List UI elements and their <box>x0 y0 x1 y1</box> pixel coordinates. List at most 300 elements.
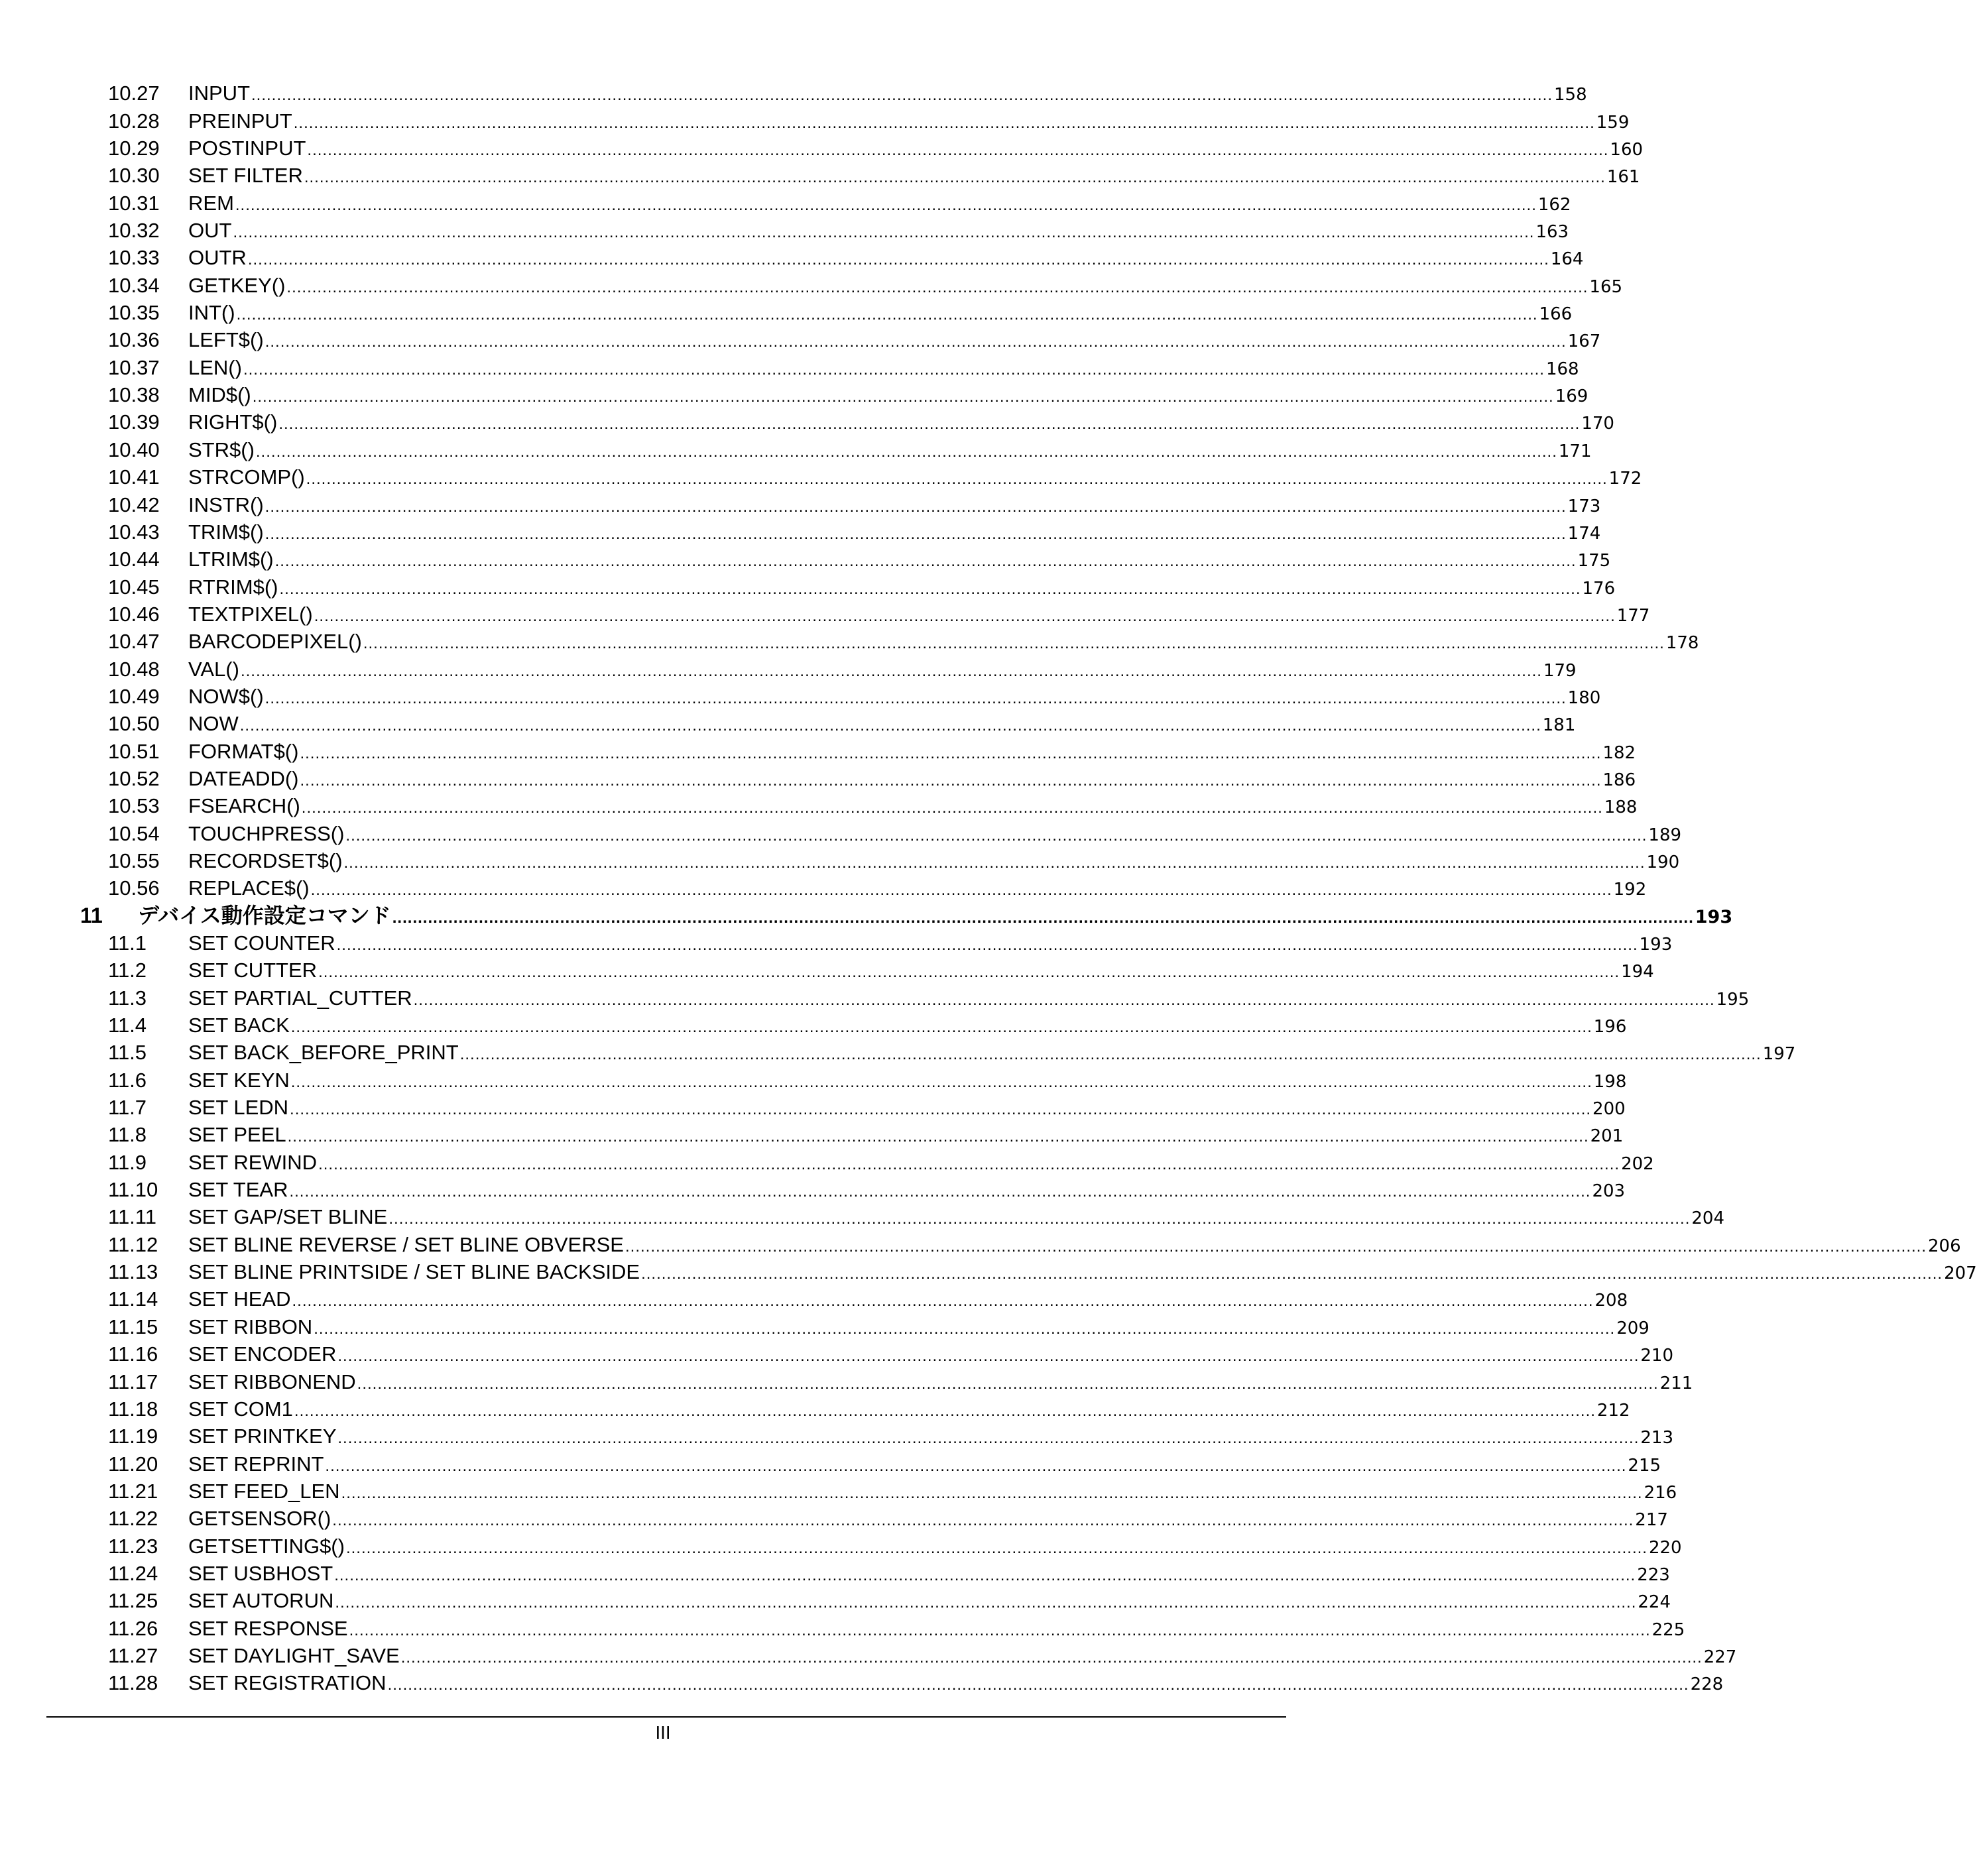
toc-entry-number: 11.17 <box>108 1370 158 1393</box>
dot-leader: ................................................................................................................................................................................................................................................................ <box>252 388 1554 406</box>
toc-entry-line <box>188 328 1601 352</box>
toc-row[interactable] <box>0 1039 1796 1067</box>
toc-entry-title: LEFT$() <box>188 328 264 352</box>
toc-entry-page: 198 <box>1593 1071 1627 1092</box>
toc-entry-page: 167 <box>1567 331 1601 352</box>
toc-row[interactable] <box>0 327 1601 354</box>
toc-entry-line <box>188 1315 1649 1338</box>
dot-leader: ................................................................................................................................................................................................................................................................ <box>300 744 1602 762</box>
toc-row[interactable] <box>0 354 1579 381</box>
toc-entry-line <box>188 465 1642 489</box>
toc-entry-line <box>188 1205 1724 1229</box>
toc-row[interactable] <box>0 711 1576 738</box>
toc-row[interactable] <box>0 628 1699 656</box>
toc-entry-line <box>188 931 1673 955</box>
toc-entry-line <box>188 1397 1630 1421</box>
toc-row[interactable] <box>0 1670 1724 1697</box>
dot-leader: ................................................................................................................................................................................................................................................................ <box>278 415 1581 434</box>
toc-entry-number: 10.51 <box>108 739 160 763</box>
toc-entry-line <box>188 1260 1977 1284</box>
toc-entry-line <box>188 1370 1693 1393</box>
toc-entry-line <box>188 1123 1624 1147</box>
toc-row[interactable] <box>0 519 1601 546</box>
toc-entry-number: 10.52 <box>108 766 160 790</box>
toc-entry-title: SET COM1 <box>188 1397 293 1421</box>
toc-entry-line <box>188 548 1611 571</box>
toc-entry-number: 11.20 <box>108 1452 158 1476</box>
toc-row[interactable] <box>0 1643 1737 1670</box>
toc-row[interactable] <box>0 820 1682 847</box>
dot-leader: ................................................................................................................................................................................................................................................................ <box>290 1073 1592 1091</box>
dot-leader: ................................................................................................................................................................................................................................................................ <box>337 1347 1640 1366</box>
toc-entry-title: POSTINPUT <box>188 137 306 160</box>
toc-entry-line <box>188 739 1636 763</box>
toc-entry-number: 11.1 <box>108 931 147 955</box>
dot-leader: ................................................................................................................................................................................................................................................................ <box>335 1594 1637 1612</box>
toc-row[interactable] <box>0 1122 1624 1149</box>
toc-entry-title: REPLACE$() <box>188 876 310 900</box>
dot-leader: ................................................................................................................................................................................................................................................................ <box>279 579 1581 598</box>
toc-entry-number: 10.46 <box>108 602 160 626</box>
dot-leader: ................................................................................................................................................................................................................................................................ <box>300 771 1602 790</box>
toc-row[interactable] <box>0 1204 1724 1231</box>
toc-entry-page: 228 <box>1690 1674 1724 1695</box>
toc-entry-page: 220 <box>1648 1537 1682 1558</box>
toc-chapter-row[interactable] <box>0 902 1733 929</box>
toc-entry-page: 186 <box>1602 770 1636 790</box>
toc-entry-page: 188 <box>1604 797 1638 818</box>
toc-entry-number: 11.26 <box>108 1616 158 1640</box>
toc-entry-line <box>188 1232 1961 1256</box>
toc-entry-number: 10.53 <box>108 794 160 818</box>
toc-row[interactable] <box>0 80 1587 107</box>
dot-leader: ................................................................................................................................................................................................................................................................ <box>459 1045 1762 1064</box>
toc-entry-number: 10.47 <box>108 630 160 654</box>
toc-row[interactable] <box>0 601 1650 628</box>
dot-leader: ................................................................................................................................................................................................................................................................ <box>240 662 1542 680</box>
toc-entry-line <box>188 137 1644 160</box>
toc-entry-page: 227 <box>1703 1647 1737 1667</box>
toc-row[interactable] <box>0 1012 1627 1039</box>
toc-entry-page: 162 <box>1537 194 1571 215</box>
toc-row[interactable] <box>0 1259 1977 1286</box>
toc-entry-title: FSEARCH() <box>188 794 300 818</box>
toc-entry-page: 177 <box>1616 605 1650 626</box>
dot-leader: ................................................................................................................................................................................................................................................................ <box>255 442 1557 461</box>
toc-entry-number: 10.36 <box>108 328 160 352</box>
toc-row[interactable] <box>0 135 1644 162</box>
toc-entry-page: 210 <box>1640 1346 1673 1366</box>
toc-entry-title: SET LEDN <box>188 1096 289 1120</box>
toc-entry-number: 10.39 <box>108 410 160 434</box>
toc-entry-title: GETSENSOR() <box>188 1507 331 1531</box>
toc-entry-line <box>188 712 1576 736</box>
toc-entry-page: 215 <box>1628 1455 1661 1476</box>
toc-entry-number: 10.41 <box>108 465 160 489</box>
toc-entry-line <box>188 657 1577 681</box>
toc-entry-number: 10.27 <box>108 82 160 105</box>
toc-entry-number: 11.14 <box>108 1287 158 1311</box>
dot-leader: ................................................................................................................................................................................................................................................................ <box>389 1210 1691 1228</box>
toc-entry-page: 201 <box>1590 1126 1624 1147</box>
toc-row[interactable] <box>0 1396 1630 1423</box>
toc-row[interactable] <box>0 272 1623 299</box>
toc-entry-page: 207 <box>1944 1263 1977 1284</box>
toc-entry-page: 213 <box>1640 1428 1674 1448</box>
toc-entry-page: 179 <box>1543 660 1577 681</box>
dot-leader: ................................................................................................................................................................................................................................................................ <box>287 1128 1589 1146</box>
toc-row[interactable] <box>0 1341 1673 1368</box>
toc-entry-title: SET KEYN <box>188 1068 290 1092</box>
toc-entry-title: OUT <box>188 219 232 243</box>
toc-row[interactable] <box>0 436 1592 463</box>
toc-entry-line <box>188 1068 1627 1092</box>
toc-entry-title: SET PARTIAL_CUTTER <box>188 986 412 1010</box>
toc-entry-number: 11.8 <box>108 1123 147 1147</box>
toc-entry-number: 10.45 <box>108 575 160 599</box>
toc-entry-line <box>138 902 1733 928</box>
dot-leader: ................................................................................................................................................................................................................................................................ <box>363 634 1665 653</box>
dot-leader: ................................................................................................................................................................................................................................................................ <box>387 1676 1689 1694</box>
footer-rule <box>46 1716 1286 1718</box>
toc-entry-line <box>188 575 1616 599</box>
toc-entry-number: 11.24 <box>108 1561 158 1585</box>
dot-leader: ................................................................................................................................................................................................................................................................ <box>307 141 1609 160</box>
toc-entry-number: 11.25 <box>108 1589 158 1613</box>
dot-leader: ................................................................................................................................................................................................................................................................ <box>265 333 1567 351</box>
toc-entry-title: RECORDSET$() <box>188 849 343 872</box>
toc-entry-title: DATEADD() <box>188 766 299 790</box>
toc-entry-number: 10.29 <box>108 137 160 160</box>
toc-entry-line <box>188 1287 1628 1311</box>
toc-entry-line <box>188 1616 1685 1640</box>
toc-entry-line <box>188 1425 1674 1448</box>
toc-entry-title: LEN() <box>188 355 242 379</box>
toc-entry-number: 10.33 <box>108 246 160 270</box>
toc-entry-line <box>188 410 1614 434</box>
toc-entry-title: INSTR() <box>188 493 264 516</box>
toc-row[interactable] <box>0 300 1573 327</box>
toc-entry-line <box>188 164 1640 188</box>
toc-entry-line <box>188 1150 1654 1174</box>
toc-entry-title: SET FEED_LEN <box>188 1479 340 1503</box>
toc-entry-line <box>188 630 1699 654</box>
toc-entry-title: RIGHT$() <box>188 410 278 434</box>
toc-entry-line <box>188 1534 1682 1558</box>
toc-row[interactable] <box>0 382 1588 409</box>
toc-entry-line <box>188 1671 1724 1695</box>
toc-entry-title: VAL() <box>188 657 239 681</box>
toc-entry-number: 10.43 <box>108 520 160 544</box>
toc-entry-page: 216 <box>1644 1482 1677 1503</box>
toc-row[interactable] <box>0 464 1642 491</box>
toc-entry-page: 159 <box>1596 112 1630 133</box>
toc-entry-page: 203 <box>1592 1181 1626 1202</box>
toc-entry-number: 11.18 <box>108 1397 158 1421</box>
toc-row[interactable] <box>0 491 1601 518</box>
dot-leader: ................................................................................................................................................................................................................................................................ <box>235 196 1537 214</box>
toc-entry-number: 11.4 <box>108 1014 147 1037</box>
toc-entry-number: 10.30 <box>108 164 160 188</box>
toc-entry-title: SET AUTORUN <box>188 1589 334 1613</box>
dot-leader: ................................................................................................................................................................................................................................................................ <box>392 908 1694 927</box>
toc-entry-line <box>188 876 1647 900</box>
toc-entry-page: 197 <box>1762 1044 1796 1065</box>
toc-entry-line <box>188 602 1650 626</box>
toc-entry-line <box>188 1041 1796 1065</box>
toc-entry-page: 200 <box>1592 1099 1626 1120</box>
footer-page-number: III <box>655 1724 671 1743</box>
dot-leader: ................................................................................................................................................................................................................................................................ <box>304 168 1606 187</box>
toc-entry-number: 11 <box>80 903 103 927</box>
toc-entry-title: SET CUTTER <box>188 959 318 982</box>
toc-entry-page: 180 <box>1567 687 1601 708</box>
toc-row[interactable] <box>0 1231 1961 1258</box>
toc-row[interactable] <box>0 1067 1627 1094</box>
toc-row[interactable] <box>0 1149 1654 1176</box>
toc-entry-page: 160 <box>1610 140 1644 160</box>
toc-row[interactable] <box>0 1450 1661 1478</box>
dot-leader: ................................................................................................................................................................................................................................................................ <box>265 689 1567 707</box>
toc-entry-number: 11.9 <box>108 1150 147 1174</box>
toc-entry-number: 10.49 <box>108 684 160 708</box>
toc-entry-page: 175 <box>1577 551 1611 571</box>
toc-row[interactable] <box>0 245 1584 272</box>
toc-entry-title: STRCOMP() <box>188 465 305 489</box>
toc-entry-title: STR$() <box>188 438 255 461</box>
toc-entry-number: 11.27 <box>108 1643 158 1667</box>
dot-leader: ................................................................................................................................................................................................................................................................ <box>290 1018 1592 1037</box>
toc-row[interactable] <box>0 1177 1626 1204</box>
toc-entry-page: 169 <box>1555 386 1588 407</box>
toc-entry-page: 194 <box>1621 962 1654 982</box>
toc-entry-page: 223 <box>1637 1564 1670 1585</box>
dot-leader: ................................................................................................................................................................................................................................................................ <box>286 278 1588 296</box>
toc-entry-number: 11.16 <box>108 1342 158 1366</box>
toc-entry-line <box>188 1452 1661 1476</box>
toc-entry-number: 11.13 <box>108 1260 158 1284</box>
dot-leader: ................................................................................................................................................................................................................................................................ <box>345 1539 1648 1557</box>
toc-entry-line <box>188 301 1573 325</box>
toc-row[interactable] <box>0 1368 1693 1395</box>
dot-leader: ................................................................................................................................................................................................................................................................ <box>625 1237 1927 1256</box>
toc-entry-page: 173 <box>1567 496 1601 516</box>
toc-row[interactable] <box>0 1560 1670 1588</box>
toc-entry-number: 10.37 <box>108 355 160 379</box>
toc-entry-number: 10.44 <box>108 548 160 571</box>
toc-row[interactable] <box>0 1478 1677 1505</box>
toc-row[interactable] <box>0 573 1616 601</box>
toc-entry-page: 211 <box>1659 1373 1693 1393</box>
toc-entry-title: FORMAT$() <box>188 739 299 763</box>
toc-entry-title: TRIM$() <box>188 520 264 544</box>
toc-entry-line <box>188 794 1638 818</box>
toc-entry-title: NOW$() <box>188 684 264 708</box>
toc-entry-page: 163 <box>1535 222 1569 243</box>
toc-entry-number: 11.10 <box>108 1178 158 1202</box>
toc-entry-title: LTRIM$() <box>188 548 274 571</box>
toc-entry-title: SET REGISTRATION <box>188 1671 387 1695</box>
toc-row[interactable] <box>0 1615 1685 1642</box>
toc-entry-number: 11.23 <box>108 1534 158 1558</box>
toc-entry-title: SET COUNTER <box>188 931 335 955</box>
toc-row[interactable] <box>0 1313 1649 1340</box>
toc-row[interactable] <box>0 190 1571 217</box>
toc-entry-line <box>188 1479 1677 1503</box>
toc-entry-page: 225 <box>1651 1619 1685 1640</box>
dot-leader: ................................................................................................................................................................................................................................................................ <box>274 552 1577 571</box>
dot-leader: ................................................................................................................................................................................................................................................................ <box>310 881 1612 900</box>
toc-entry-title: INPUT <box>188 82 250 105</box>
toc-row[interactable] <box>0 930 1673 957</box>
toc-entry-title: BARCODEPIXEL() <box>188 630 362 654</box>
toc-entry-title: INT() <box>188 301 235 325</box>
toc-row[interactable] <box>0 984 1750 1012</box>
toc-row[interactable] <box>0 162 1640 190</box>
toc-entry-title: SET TEAR <box>188 1178 288 1202</box>
toc-entry-title: SET RIBBON <box>188 1315 313 1338</box>
toc-entry-page: 217 <box>1635 1510 1668 1531</box>
toc-entry-title: デバイス動作設定コマンド <box>138 902 391 928</box>
toc-entry-line <box>188 821 1682 845</box>
toc-entry-title: MID$() <box>188 383 251 407</box>
toc-row[interactable] <box>0 1286 1628 1313</box>
toc-entry-title: SET REPRINT <box>188 1452 324 1476</box>
toc-row[interactable] <box>0 1588 1671 1615</box>
toc-entry-number: 10.42 <box>108 493 160 516</box>
toc-entry-line <box>188 766 1636 790</box>
toc-entry-number: 10.54 <box>108 821 160 845</box>
toc-entry-number: 10.32 <box>108 219 160 243</box>
toc-entry-page: 224 <box>1638 1592 1671 1613</box>
toc-entry-number: 10.55 <box>108 849 160 872</box>
toc-entry-title: SET BLINE PRINTSIDE / SET BLINE BACKSIDE <box>188 1260 640 1284</box>
toc-entry-page: 189 <box>1648 825 1682 845</box>
toc-row[interactable] <box>0 875 1647 902</box>
toc-row[interactable] <box>0 1533 1682 1560</box>
toc-entry-number: 11.28 <box>108 1671 158 1695</box>
toc-entry-page: 181 <box>1542 715 1576 736</box>
toc-entry-page: 212 <box>1596 1400 1630 1421</box>
dot-leader: ................................................................................................................................................................................................................................................................ <box>243 360 1545 379</box>
toc-entry-page: 192 <box>1613 880 1647 900</box>
toc-entry-number: 11.7 <box>108 1096 147 1120</box>
toc-entry-line <box>188 82 1587 105</box>
dot-leader: ................................................................................................................................................................................................................................................................ <box>413 990 1715 1009</box>
toc-entry-number: 11.11 <box>108 1205 156 1229</box>
toc-entry-line <box>188 219 1569 243</box>
toc-row[interactable] <box>0 848 1680 875</box>
toc-entry-number: 10.48 <box>108 657 160 681</box>
toc-entry-title: NOW <box>188 712 239 736</box>
toc-row[interactable] <box>0 656 1577 683</box>
toc-entry-page: 174 <box>1567 523 1601 544</box>
toc-entry-title: TEXTPIXEL() <box>188 602 313 626</box>
toc-entry-page: 178 <box>1665 633 1699 654</box>
toc-entry-number: 10.56 <box>108 876 160 900</box>
dot-leader: ................................................................................................................................................................................................................................................................ <box>334 1566 1636 1584</box>
toc-entry-title: SET ENCODER <box>188 1342 337 1366</box>
dot-leader: ................................................................................................................................................................................................................................................................ <box>400 1648 1703 1667</box>
toc-entry-title: SET PEEL <box>188 1123 286 1147</box>
toc-entry-title: SET BLINE REVERSE / SET BLINE OBVERSE <box>188 1232 624 1256</box>
toc-entry-title: OUTR <box>188 246 247 270</box>
toc-entry-line <box>188 191 1571 215</box>
toc-entry-line <box>188 493 1601 516</box>
toc-entry-line <box>188 1178 1626 1202</box>
toc-entry-number: 10.28 <box>108 109 160 133</box>
toc-row[interactable] <box>0 107 1630 135</box>
toc-entry-line <box>188 109 1630 133</box>
toc-entry-title: PREINPUT <box>188 109 292 133</box>
toc-entry-page: 208 <box>1594 1291 1628 1311</box>
toc-entry-line <box>188 383 1588 407</box>
toc-entry-page: 209 <box>1616 1318 1649 1338</box>
dot-leader: ................................................................................................................................................................................................................................................................ <box>265 524 1567 543</box>
toc-entry-title: TOUCHPRESS() <box>188 821 345 845</box>
toc-entry-line <box>188 355 1579 379</box>
dot-leader: ................................................................................................................................................................................................................................................................ <box>349 1621 1651 1639</box>
toc-entry-number: 10.34 <box>108 273 160 297</box>
dot-leader: ................................................................................................................................................................................................................................................................ <box>332 1511 1634 1530</box>
toc-row[interactable] <box>0 1423 1674 1450</box>
toc-row[interactable] <box>0 957 1654 984</box>
toc-entry-line <box>188 438 1592 461</box>
toc-entry-page: 182 <box>1602 742 1636 763</box>
toc-entry-page: 204 <box>1691 1208 1724 1229</box>
toc-entry-page: 190 <box>1646 852 1680 872</box>
toc-entry-page: 176 <box>1582 578 1616 599</box>
toc-row[interactable] <box>0 409 1614 436</box>
toc-row[interactable] <box>0 546 1611 573</box>
toc-entry-line <box>188 684 1601 708</box>
toc-entry-title: SET BACK_BEFORE_PRINT <box>188 1041 459 1065</box>
toc-entry-page: 164 <box>1550 249 1584 270</box>
toc-entry-line <box>188 246 1584 270</box>
toc-entry-page: 168 <box>1545 359 1579 379</box>
dot-leader: ................................................................................................................................................................................................................................................................ <box>357 1374 1659 1393</box>
toc-entry-line <box>188 1561 1670 1585</box>
toc-row[interactable] <box>0 1505 1668 1533</box>
table-of-contents <box>0 80 1977 1697</box>
toc-row[interactable] <box>0 217 1569 245</box>
toc-entry-page: 170 <box>1581 414 1614 434</box>
toc-row[interactable] <box>0 793 1638 820</box>
toc-entry-page: 195 <box>1716 989 1750 1010</box>
toc-entry-line <box>188 1643 1737 1667</box>
toc-row[interactable] <box>0 738 1636 765</box>
toc-entry-page: 206 <box>1927 1236 1961 1256</box>
toc-entry-title: SET RESPONSE <box>188 1616 348 1640</box>
toc-entry-title: SET HEAD <box>188 1287 291 1311</box>
dot-leader: ................................................................................................................................................................................................................................................................ <box>233 223 1535 242</box>
dot-leader: ................................................................................................................................................................................................................................................................ <box>318 1155 1620 1173</box>
toc-entry-line <box>188 959 1654 982</box>
toc-row[interactable] <box>0 683 1601 711</box>
toc-entry-line <box>188 1014 1627 1037</box>
toc-entry-number: 11.19 <box>108 1425 158 1448</box>
dot-leader: ................................................................................................................................................................................................................................................................ <box>289 1183 1591 1201</box>
toc-entry-number: 10.31 <box>108 191 160 215</box>
toc-entry-title: SET RIBBONEND <box>188 1370 356 1393</box>
toc-row[interactable] <box>0 1094 1626 1122</box>
toc-entry-line <box>188 1342 1673 1366</box>
toc-entry-number: 11.15 <box>108 1315 158 1338</box>
toc-entry-number: 10.35 <box>108 301 160 325</box>
dot-leader: ................................................................................................................................................................................................................................................................ <box>292 1292 1594 1311</box>
toc-entry-page: 161 <box>1606 167 1640 188</box>
toc-row[interactable] <box>0 766 1636 793</box>
